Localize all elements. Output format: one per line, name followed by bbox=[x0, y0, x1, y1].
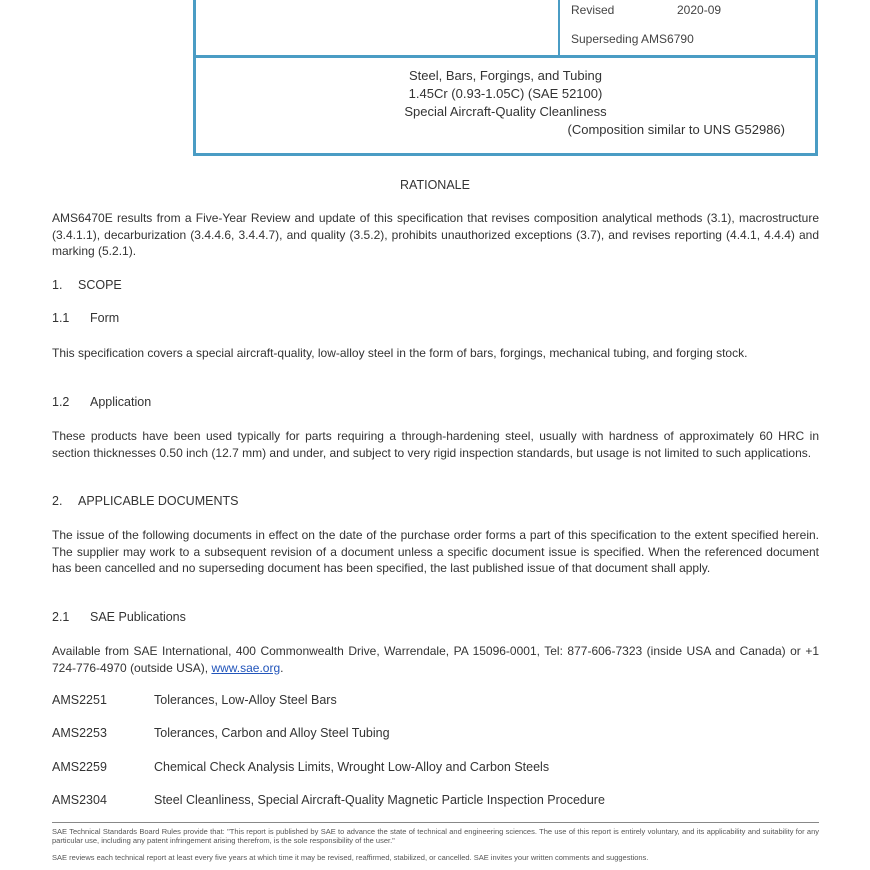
document-title: Chemical Check Analysis Limits, Wrought Low-Alloy and Carbon Steels bbox=[154, 760, 550, 774]
section-1-1-text: This specification covers a special aircraft-quality, low-alloy steel in the form of bars, forgings, mechanical tubing, and forging stock. bbox=[52, 346, 748, 360]
section-title: APPLICABLE DOCUMENTS bbox=[78, 494, 239, 508]
header-box bbox=[193, 0, 818, 156]
rationale-heading: RATIONALE bbox=[400, 178, 470, 192]
section-2-text: The issue of the following documents in effect on the date of the purchase order forms a part of this specification to the extent specified herein. The supplier may work to a subsequent revision of a document unless a specific document issue is specified. When the referenced document has been cancelled and no superseding document has been specified, the last published issue of that document shall apply. bbox=[52, 528, 819, 575]
title-line-3: Special Aircraft-Quality Cleanliness bbox=[404, 104, 607, 119]
section-1-1-heading bbox=[52, 311, 119, 325]
revised-date: 2020-09 bbox=[677, 3, 722, 17]
header-divider bbox=[558, 0, 560, 55]
document-title: Tolerances, Carbon and Alloy Steel Tubing bbox=[154, 726, 390, 740]
reference-document-row bbox=[52, 693, 337, 707]
sentence-period: . bbox=[280, 660, 284, 675]
footer-disclaimer: SAE Technical Standards Board Rules provide that: "This report is published by SAE to advance the state of technical and engineering sciences. The use of this report is entirely voluntary, and its applicability and suitability for any particular use, including any patent infringement arising therefrom, is the sole responsibility of the user." bbox=[52, 827, 819, 845]
section-1-2-heading bbox=[52, 395, 151, 409]
section-number: 1. bbox=[52, 278, 63, 292]
revised-row bbox=[571, 3, 722, 17]
sae-website-link[interactable]: www.sae.org bbox=[211, 660, 281, 675]
document-title bbox=[196, 67, 815, 139]
section-title: Form bbox=[90, 311, 120, 325]
document-title: Tolerances, Low-Alloy Steel Bars bbox=[154, 693, 337, 707]
title-line-2: 1.45Cr (0.93-1.05C) (SAE 52100) bbox=[408, 86, 603, 101]
section-2-heading bbox=[52, 494, 238, 508]
document-code: AMS2304 bbox=[52, 793, 107, 807]
reference-document-row bbox=[52, 726, 390, 740]
document-title: Steel Cleanliness, Special Aircraft-Quality Magnetic Particle Inspection Procedure bbox=[154, 793, 605, 807]
section-2-1-text bbox=[52, 643, 819, 676]
document-code: AMS2259 bbox=[52, 760, 107, 774]
section-number: 1.1 bbox=[52, 311, 70, 325]
section-title: SAE Publications bbox=[90, 610, 186, 624]
section-number: 1.2 bbox=[52, 395, 70, 409]
section-number: 2. bbox=[52, 494, 63, 508]
superseding-note: Superseding AMS6790 bbox=[571, 32, 694, 46]
reference-document-row bbox=[52, 760, 549, 774]
document-code: AMS2253 bbox=[52, 726, 107, 740]
section-1-2-text: These products have been used typically for parts requiring a through-hardening steel, usually with hardness of approximately 60 HRC in section thicknesses 0.50 inch (12.7 mm) and under, and subject to very rigid inspection standards, but usage is not limited to such applications. bbox=[52, 429, 819, 460]
section-1-heading bbox=[52, 278, 122, 292]
footer-divider bbox=[52, 822, 819, 823]
section-title: SCOPE bbox=[78, 278, 122, 292]
document-code: AMS2251 bbox=[52, 693, 107, 707]
title-line-1: Steel, Bars, Forgings, and Tubing bbox=[409, 68, 602, 83]
footer-review-note: SAE reviews each technical report at least every five years at which time it may be revised, reaffirmed, stabilized, or cancelled. SAE invites your written comments and suggestions. bbox=[52, 853, 649, 862]
rationale-text: AMS6470E results from a Five-Year Review and update of this specification that revises composition analytical methods (3.1), macrostructure (3.4.1.1), decarburization (3.4.4.6, 3.4.4.7), and quality (3.5.2), prohibits unauthorized exceptions (3.7), and revises reporting (4.4.1, 4.4.4) and marking (5.2.1). bbox=[52, 211, 819, 258]
title-line-4: (Composition similar to UNS G52986) bbox=[567, 122, 785, 137]
reference-document-row bbox=[52, 793, 605, 807]
section-2-1-heading bbox=[52, 610, 186, 624]
header-top-row bbox=[196, 0, 815, 58]
sae-address-text: Available from SAE International, 400 Commonwealth Drive, Warrendale, PA 15096-0001, Tel: 877-606-7323 (inside USA and Canada) or +1 724-776-4970 (outside USA), bbox=[52, 644, 819, 675]
revised-label: Revised bbox=[571, 3, 615, 17]
section-title: Application bbox=[90, 395, 152, 409]
section-number: 2.1 bbox=[52, 610, 70, 624]
